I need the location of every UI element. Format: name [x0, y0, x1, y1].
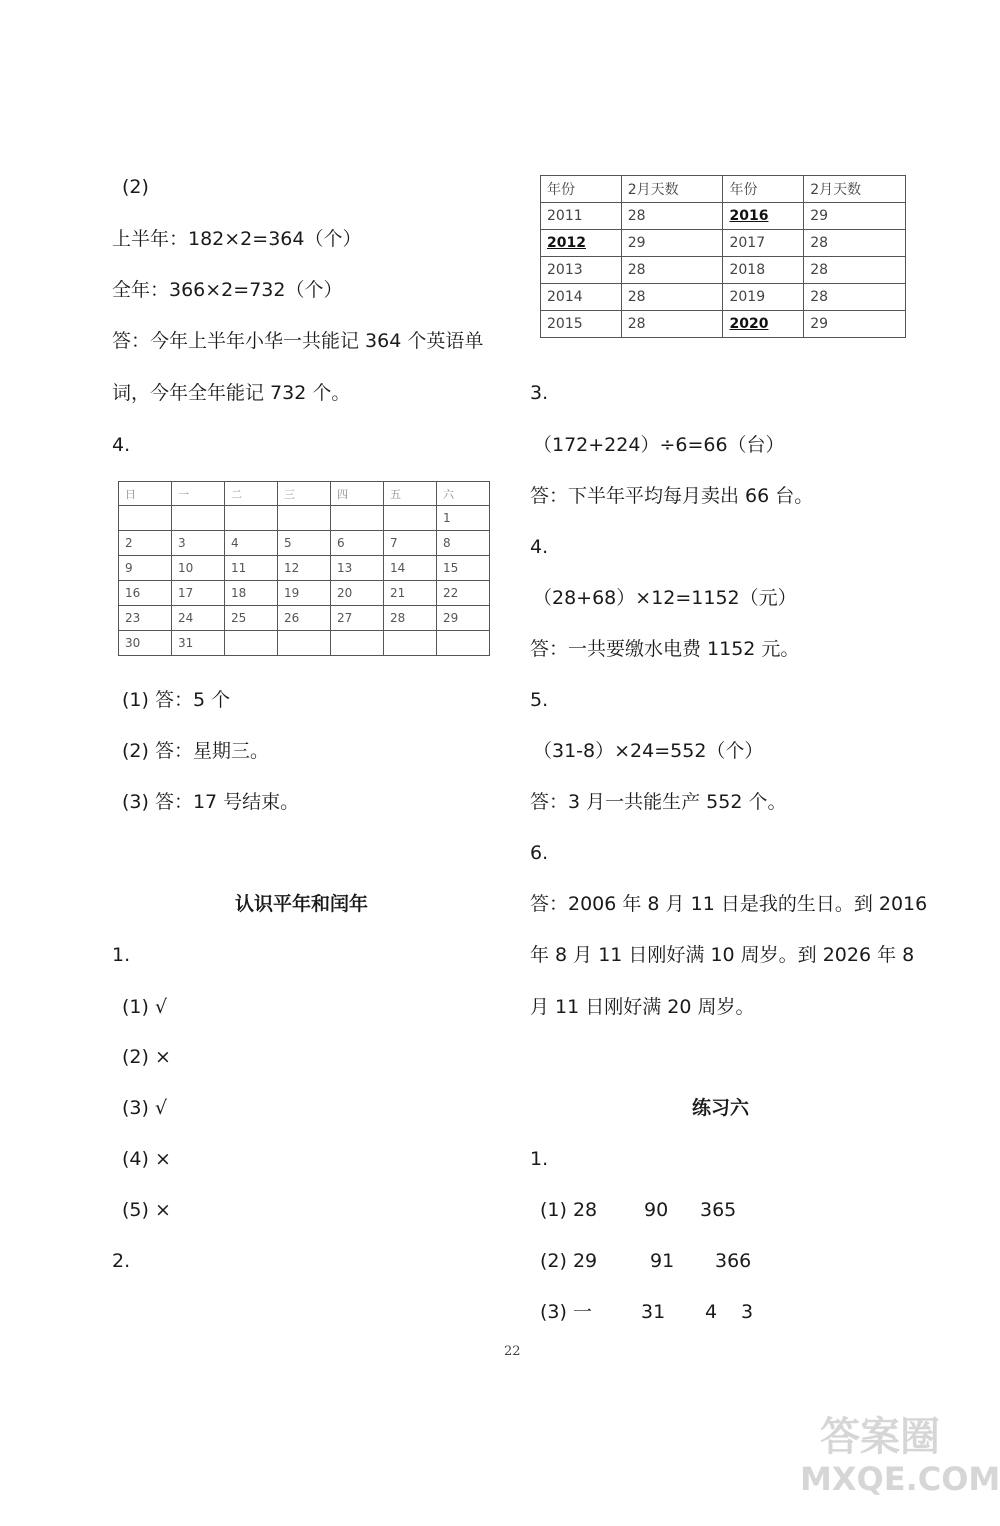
q4-answer-2: (2) 答：星期三。	[122, 740, 269, 762]
calendar-cell: 10	[172, 556, 225, 581]
year-table-row	[541, 257, 906, 284]
year-table-cell: 2019	[723, 284, 804, 311]
calendar-cell	[331, 506, 384, 531]
year-table-cell: 28	[804, 284, 906, 311]
exercise-row-2-c: 366	[715, 1250, 752, 1272]
q4-label: 4.	[112, 434, 131, 456]
exercise-row-2-b: 91	[650, 1250, 675, 1272]
calendar-cell: 20	[331, 581, 384, 606]
calendar-cell: 15	[437, 556, 490, 581]
calendar-header-cell: 五	[384, 482, 437, 506]
answer-line-1: 答：今年上半年小华一共能记 364 个英语单	[112, 330, 484, 352]
exercise-row-1-c: 365	[700, 1199, 737, 1221]
calendar-cell	[119, 506, 172, 531]
year-table-cell: 2014	[541, 284, 622, 311]
calendar-cell	[384, 506, 437, 531]
r-q3-label: 3.	[530, 382, 549, 404]
calendar-header-row	[119, 482, 490, 506]
r-q5-answer: 答：3 月一共能生产 552 个。	[530, 791, 787, 813]
year-table-cell: 2017	[723, 230, 804, 257]
exercise-row-3-c: 4	[705, 1301, 718, 1323]
year-table-cell: 2013	[541, 257, 622, 284]
section-q1-item: (1) √	[122, 996, 168, 1018]
calendar-cell: 12	[278, 556, 331, 581]
year-table-header-cell: 年份	[723, 176, 804, 203]
calendar-row	[119, 606, 490, 631]
exercise-row-3-d: 3	[741, 1301, 754, 1323]
section-q1-item: (5) ×	[122, 1199, 171, 1221]
calendar-cell: 23	[119, 606, 172, 631]
q2-label: (2)	[122, 176, 149, 198]
r-q4-label: 4.	[530, 536, 549, 558]
year-table-header-cell: 2月天数	[804, 176, 906, 203]
section-title-exercise-six: 练习六	[692, 1097, 750, 1119]
r-q4-answer: 答：一共要缴水电费 1152 元。	[530, 638, 800, 660]
calendar-cell: 31	[172, 631, 225, 656]
calendar-cell: 25	[225, 606, 278, 631]
r-q5-equation: （31-8）×24=552（个）	[533, 740, 764, 762]
year-table-header-cell: 年份	[541, 176, 622, 203]
exercise-row-1-a: (1) 28	[540, 1199, 598, 1221]
calendar-cell: 18	[225, 581, 278, 606]
calendar-cell: 21	[384, 581, 437, 606]
calendar-row	[119, 581, 490, 606]
calendar-table	[118, 481, 490, 656]
calendar-cell	[278, 631, 331, 656]
calendar-cell: 27	[331, 606, 384, 631]
calendar-cell	[225, 631, 278, 656]
calendar-cell: 9	[119, 556, 172, 581]
section-q1-label: 1.	[112, 944, 131, 966]
year-table-cell: 2015	[541, 311, 622, 338]
r-q6-label: 6.	[530, 842, 549, 864]
calendar-cell: 28	[384, 606, 437, 631]
year-table-cell: 29	[804, 311, 906, 338]
year-table-row	[541, 230, 906, 257]
exercise-six-q1-label: 1.	[530, 1148, 549, 1170]
watermark-logo: 答案圈	[820, 1414, 940, 1460]
calendar-cell: 1	[437, 506, 490, 531]
calendar-header-cell: 六	[437, 482, 490, 506]
year-february-table	[540, 175, 906, 338]
year-table-row	[541, 203, 906, 230]
calendar-row	[119, 531, 490, 556]
calendar-header-cell: 日	[119, 482, 172, 506]
year-table-cell: 28	[621, 284, 723, 311]
year-table-cell-leap: 2012	[541, 230, 622, 257]
calendar-cell: 29	[437, 606, 490, 631]
year-table-cell: 28	[621, 203, 723, 230]
year-table-cell: 28	[804, 230, 906, 257]
calendar-cell	[437, 631, 490, 656]
calendar-cell: 14	[384, 556, 437, 581]
section-title-leap-years: 认识平年和闰年	[235, 893, 369, 915]
year-table-cell: 28	[621, 257, 723, 284]
year-table-cell: 29	[804, 203, 906, 230]
exercise-row-3-a: (3) 一	[540, 1301, 592, 1323]
calendar-cell	[278, 506, 331, 531]
calendar-cell: 3	[172, 531, 225, 556]
year-table-cell: 2011	[541, 203, 622, 230]
exercise-row-2-a: (2) 29	[540, 1250, 598, 1272]
calendar-cell	[225, 506, 278, 531]
year-table-cell-leap: 2016	[723, 203, 804, 230]
calendar-cell: 13	[331, 556, 384, 581]
year-table-row	[541, 284, 906, 311]
calendar-cell: 24	[172, 606, 225, 631]
section-q1-item: (3) √	[122, 1097, 168, 1119]
r-q5-label: 5.	[530, 689, 549, 711]
calendar-cell: 8	[437, 531, 490, 556]
section-q1-item: (4) ×	[122, 1148, 171, 1170]
calendar-header-cell: 四	[331, 482, 384, 506]
calendar-cell	[384, 631, 437, 656]
year-table-cell: 2018	[723, 257, 804, 284]
calendar-cell: 17	[172, 581, 225, 606]
section-q1-item: (2) ×	[122, 1046, 171, 1068]
r-q3-answer: 答：下半年平均每月卖出 66 台。	[530, 485, 814, 507]
line-full-year: 全年：366×2=732（个）	[112, 279, 343, 301]
calendar-cell: 22	[437, 581, 490, 606]
exercise-row-3-b: 31	[641, 1301, 666, 1323]
calendar-cell: 4	[225, 531, 278, 556]
calendar-cell	[172, 506, 225, 531]
answer-line-2: 词，今年全年能记 732 个。	[112, 382, 351, 404]
year-table-cell: 28	[621, 311, 723, 338]
line-half-year: 上半年：182×2=364（个）	[112, 228, 362, 250]
exercise-row-1-b: 90	[644, 1199, 669, 1221]
page-number: 22	[504, 1344, 521, 1359]
calendar-cell: 2	[119, 531, 172, 556]
r-q4-equation: （28+68）×12=1152（元）	[533, 587, 797, 609]
q4-answer-3: (3) 答：17 号结束。	[122, 791, 300, 813]
calendar-header-cell: 一	[172, 482, 225, 506]
calendar-header-cell: 二	[225, 482, 278, 506]
year-table-header-row	[541, 176, 906, 203]
year-table-cell: 28	[804, 257, 906, 284]
calendar-row	[119, 631, 490, 656]
r-q6-answer-line-2: 年 8 月 11 日刚好满 10 周岁。到 2026 年 8	[530, 944, 915, 966]
year-table-cell: 29	[621, 230, 723, 257]
calendar-cell: 5	[278, 531, 331, 556]
year-table-header-cell: 2月天数	[621, 176, 723, 203]
calendar-cell: 6	[331, 531, 384, 556]
q4-answer-1: (1) 答：5 个	[122, 689, 231, 711]
calendar-row	[119, 506, 490, 531]
calendar-cell: 19	[278, 581, 331, 606]
calendar-header-cell: 三	[278, 482, 331, 506]
calendar-cell: 26	[278, 606, 331, 631]
r-q6-answer-line-1: 答：2006 年 8 月 11 日是我的生日。到 2016	[530, 893, 928, 915]
calendar-cell: 30	[119, 631, 172, 656]
calendar-cell: 11	[225, 556, 278, 581]
calendar-cell	[331, 631, 384, 656]
year-table-cell-leap: 2020	[723, 311, 804, 338]
section-q2-label: 2.	[112, 1250, 131, 1272]
r-q3-equation: （172+224）÷6=66（台）	[533, 434, 785, 456]
r-q6-answer-line-3: 月 11 日刚好满 20 周岁。	[530, 996, 755, 1018]
calendar-cell: 7	[384, 531, 437, 556]
watermark-site: MXQE.COM	[800, 1460, 1000, 1498]
year-table-row	[541, 311, 906, 338]
calendar-cell: 16	[119, 581, 172, 606]
calendar-row	[119, 556, 490, 581]
